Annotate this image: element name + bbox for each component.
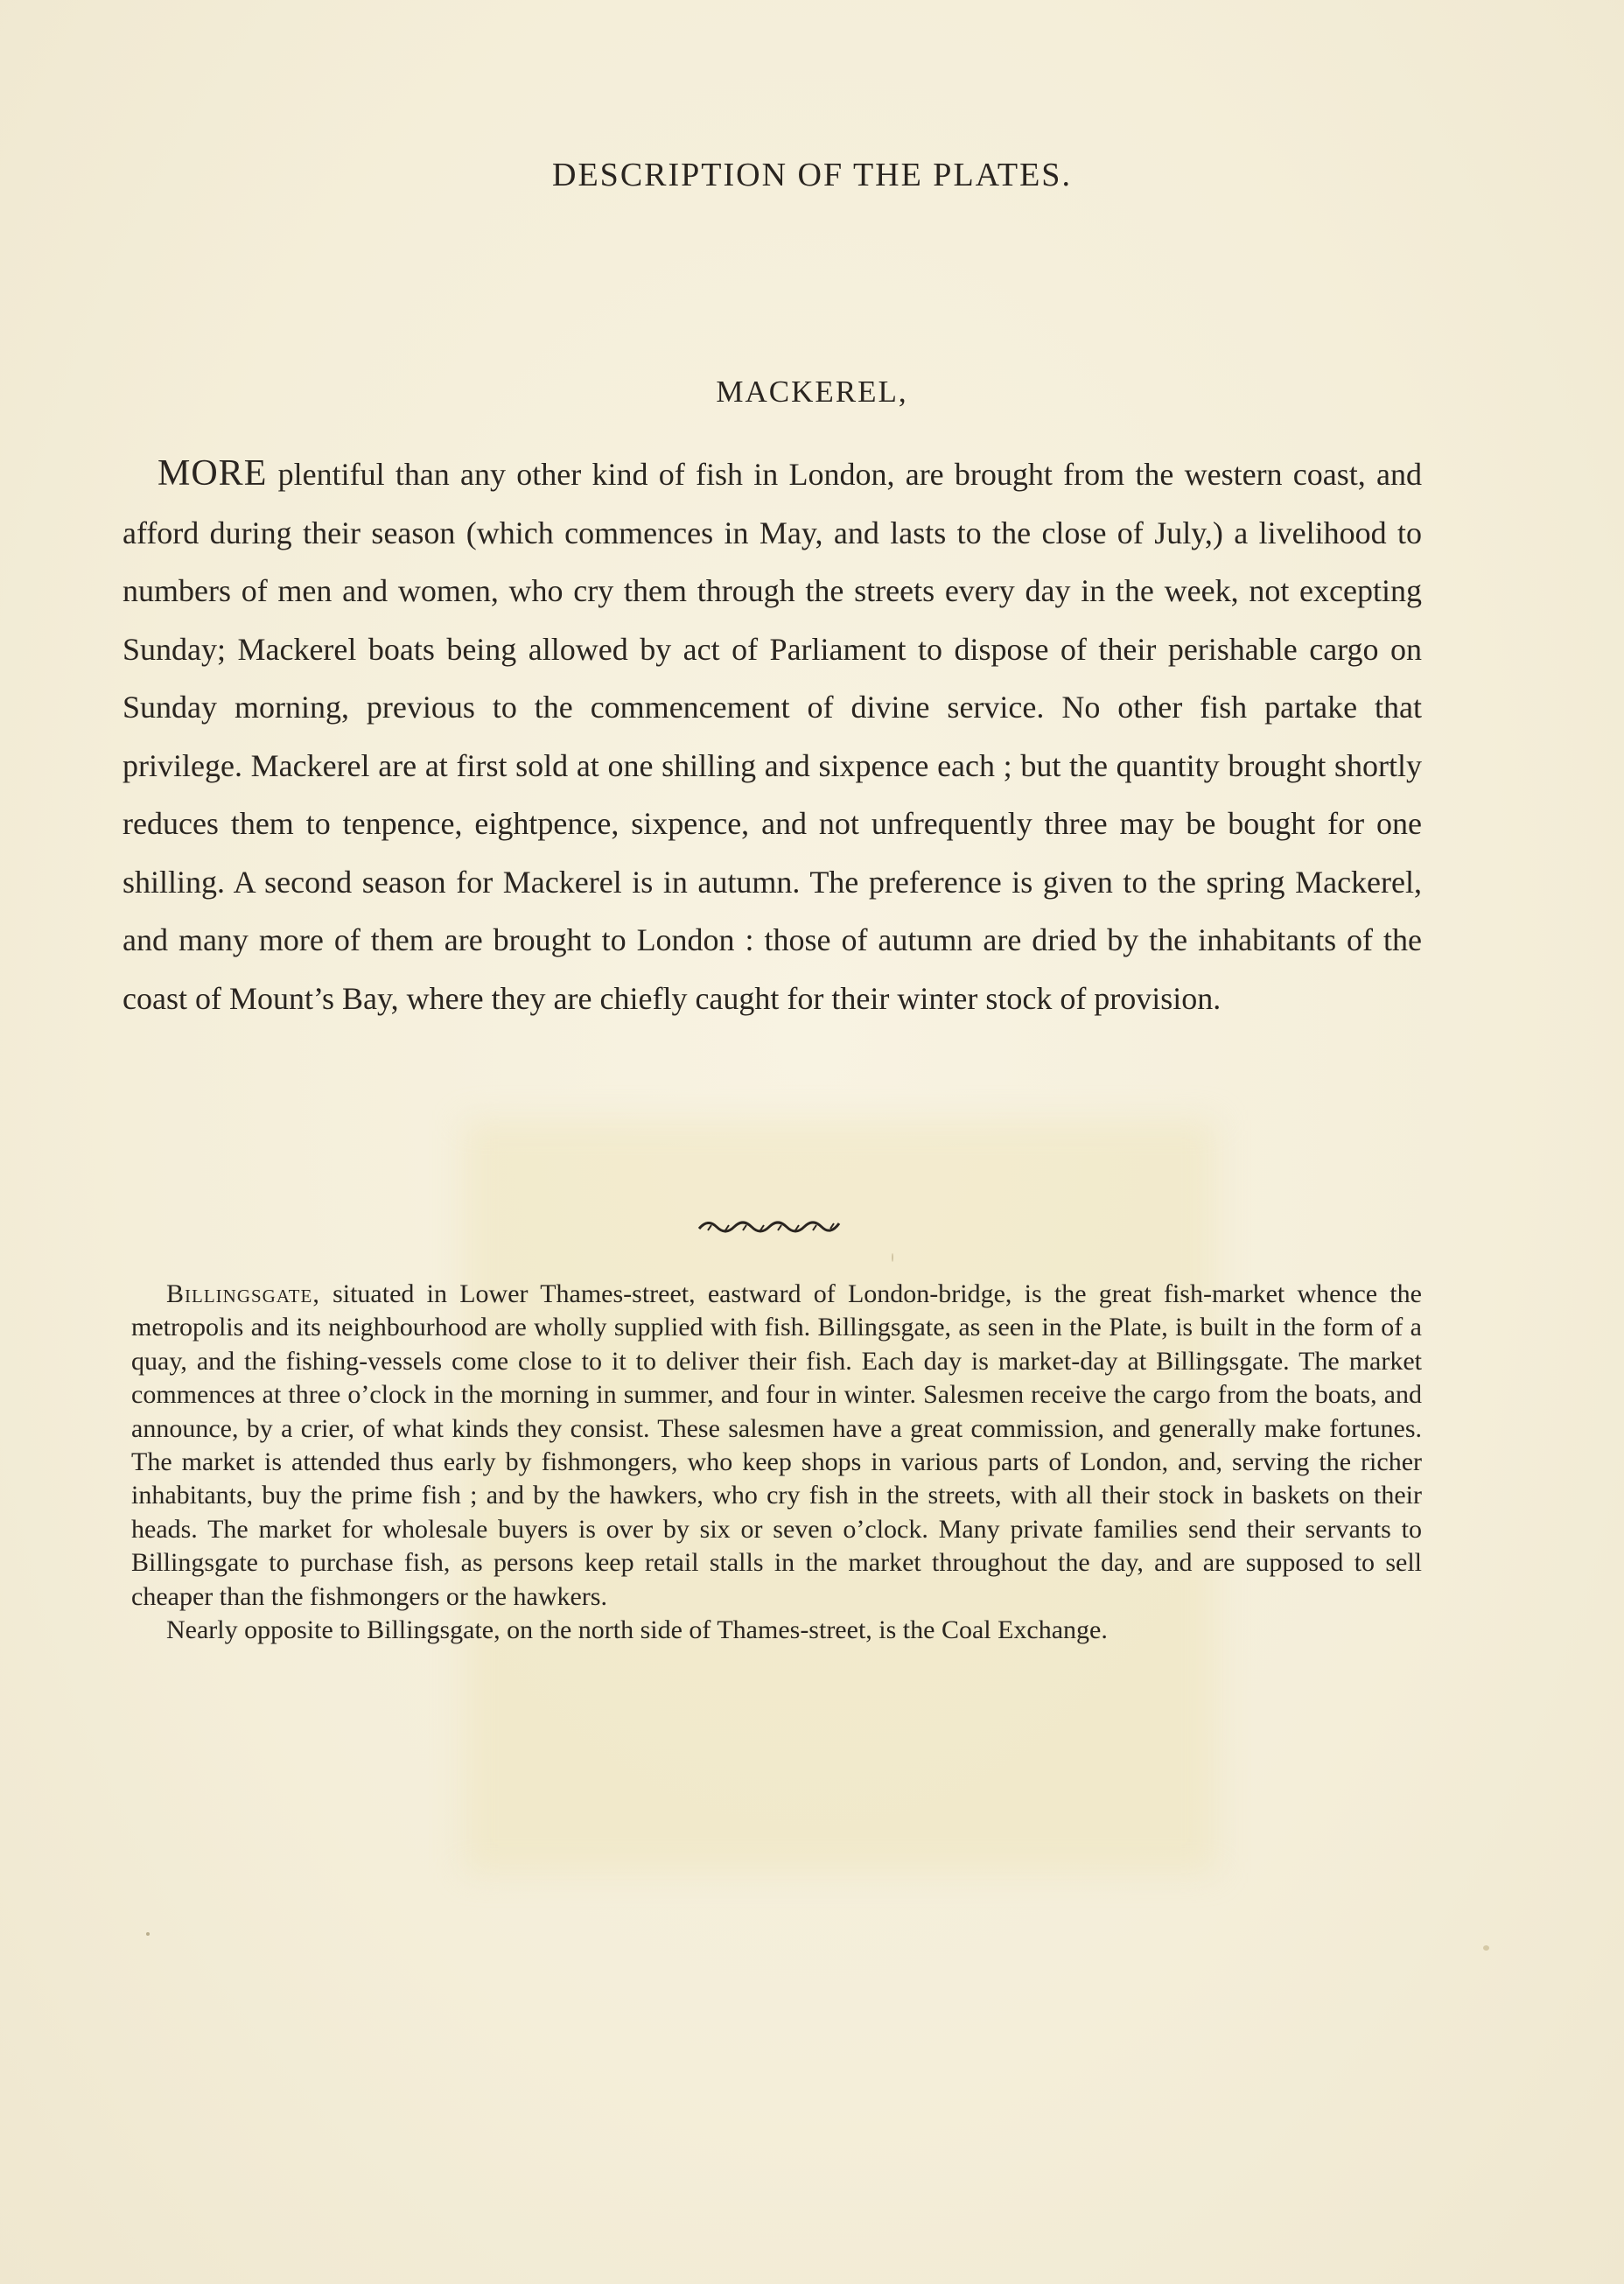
paper-speck [892,1253,893,1262]
wavy-rule-ornament-icon [696,1215,844,1237]
mackerel-body: plentiful than any other kind of fish in London, are brought from the western coast, and afford during their season (which commences in May, and lasts to the close of July,) a livelihood to numbers of men and women, who cry them through the streets every day in the week, not excepting Sunday; Mackerel boats being allowed by act of Parliament to dispose of their perishable cargo on Sunday morning, previous to the commencement of divine service. No other fish partake that privilege. Mackerel are at first sold at one shilling and sixpence each ; but the quantity brought shortly reduces them to tenpence, eightpence, sixpence, and not unfrequently three may be bought for one shilling. A second season for Mackerel is in autumn. The preference is given to the spring Mackerel, and many more of them are brought to London : those of autumn are dried by the inhabitants of the coast of Mount’s Bay, where they are chiefly caught for their winter stock of provision. [122,457,1422,1016]
mackerel-lead-word: MORE [158,453,268,494]
running-title: DESCRIPTION OF THE PLATES. [552,157,1072,193]
billingsgate-paragraph [131,1278,1422,1614]
section-title: MACKEREL, [716,375,908,409]
mackerel-paragraph [122,445,1422,1027]
billingsgate-lead-word: Billingsgate, [166,1279,320,1308]
paper-speck [1483,1945,1489,1951]
billingsgate-body: situated in Lower Thames-street, eastward of London-bridge, is the great fish-market whence the metropolis and its neighbourhood are wholly supplied with fish. Billingsgate, as seen in the Plate, is built in the form of a quay, and the fishing-vessels come close to it to deliver their fish. Each day is market-day at Billingsgate. The market commences at three o’clock in the morning in summer, and four in winter. Salesmen receive the cargo from the boats, and announce, by a crier, of what kinds they consist. These salesmen have a great commission, and generally make fortunes. The market is attended thus early by fishmongers, who keep shops in various parts of London, and, serving the richer inhabitants, buy the prime fish ; and by the hawkers, who cry fish in the streets, with all their stock in baskets on their heads. The market for wholesale buyers is over by six or seven o’clock. Many private families send their servants to Billingsgate to purchase fish, as persons keep retail stalls in the market throughout the day, and are supposed to sell cheaper than the fishmongers or the hawkers. [131,1279,1423,1611]
coal-exchange-paragraph: Nearly opposite to Billingsgate, on the north side of Thames-street, is the Coal Exchange. [166,1615,1108,1645]
billingsgate-notes [131,1278,1422,1647]
paper-speck [146,1932,150,1936]
